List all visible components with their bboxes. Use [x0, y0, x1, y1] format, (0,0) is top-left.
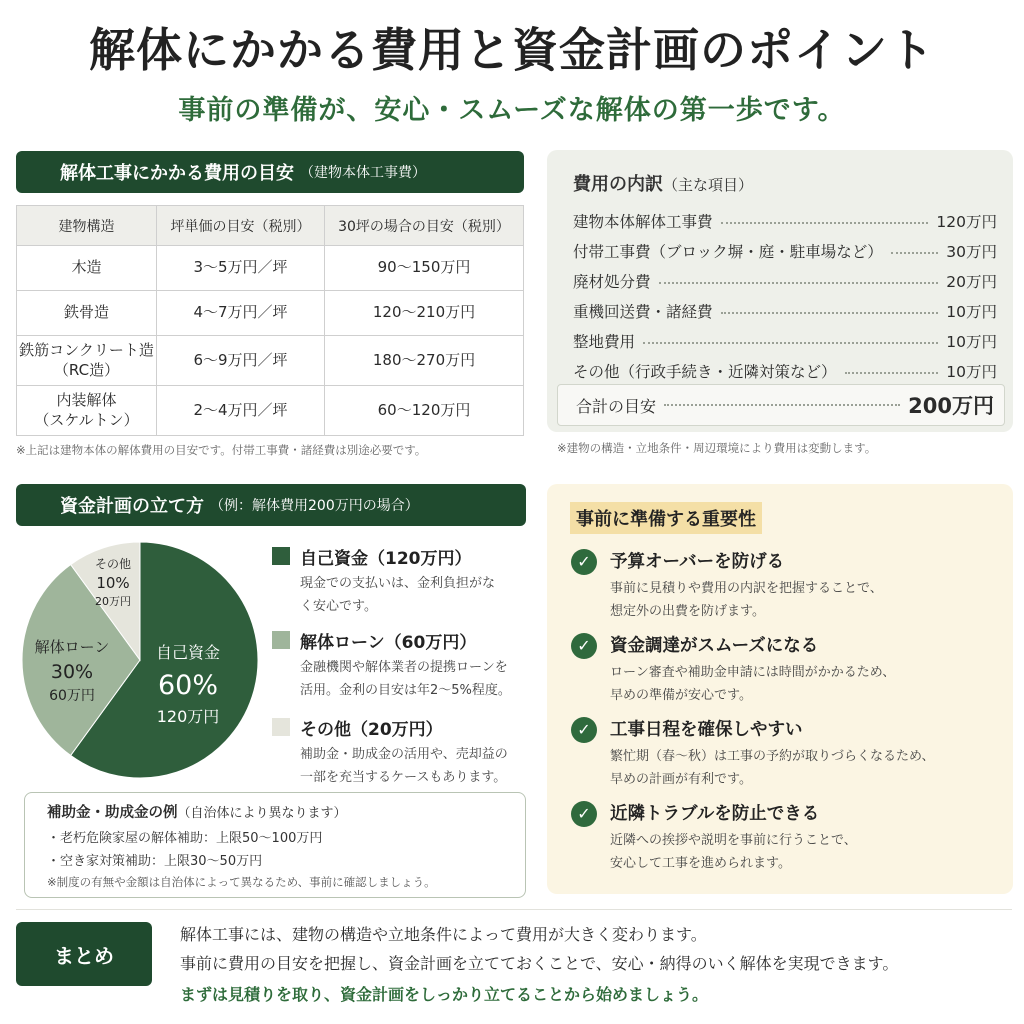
table-cell: 木造 — [17, 246, 157, 291]
summary-badge: まとめ — [16, 922, 152, 986]
pie-label-loan-amt: 60万円 — [49, 688, 95, 704]
pie-label-self-pct: 60% — [157, 670, 219, 701]
summary-line: 事前に費用の目安を把握し、資金計画を立てておくことで、安心・納得のいく解体を実現できます。 — [180, 954, 899, 973]
breakdown-title: 費用の内訳（主な項目） — [573, 174, 754, 195]
check-icon: ✓ — [571, 549, 597, 575]
importance-item-head: 予算オーバーを防げる — [610, 552, 785, 572]
legend-title-self: 自己資金（120万円） — [300, 549, 472, 569]
table-cell: 鉄筋コンクリート造 （RC造） — [17, 336, 157, 386]
page-title: 解体にかかる費用と資金計画のポイント — [89, 23, 935, 77]
funding-section-title: 資金計画の立て方 — [60, 496, 204, 517]
table-row — [17, 336, 524, 386]
subsidy-box — [24, 792, 526, 898]
breakdown-total — [557, 384, 1005, 426]
pie-label-self-amt: 120万円 — [156, 707, 220, 726]
importance-item-head: 資金調達がスムーズになる — [610, 636, 819, 656]
legend-desc-self: 現金での支払いは、金利負担がな く安心です。 — [300, 576, 496, 614]
importance-item-desc: 事前に見積りや費用の内訳を把握することで、 想定外の出費を防げます。 — [610, 581, 883, 619]
pie-svg — [20, 540, 260, 780]
subsidy-title: 補助金・助成金の例（自治体により異なります） — [47, 805, 347, 821]
total-value: 200万円 — [908, 394, 994, 418]
pie-label-other-amt: 20万円 — [95, 595, 131, 608]
table-row — [17, 246, 524, 291]
cost-section-header — [16, 151, 524, 193]
summary-divider — [16, 909, 1012, 910]
pie-label-other-name: その他 — [94, 557, 132, 571]
importance-item-head: 近隣トラブルを防止できる — [610, 804, 820, 824]
check-icon: ✓ — [571, 717, 597, 743]
table-cell: 3〜5万円／坪 — [157, 246, 325, 291]
pie-label-other-pct: 10% — [96, 574, 130, 592]
breakdown-row: 整地費用 10万円 — [573, 333, 997, 351]
breakdown-row: 廃材処分費 20万円 — [573, 273, 997, 291]
legend-swatch-other — [272, 718, 290, 736]
cost-note: ※上記は建物本体の解体費用の目安です。付帯工事費・諸経費は別途必要です。 — [16, 443, 427, 457]
table-row — [17, 291, 524, 336]
total-label: 合計の目安 — [576, 396, 657, 416]
importance-item-desc: 近隣への挨拶や説明を事前に行うことで、 安心して工事を進められます。 — [610, 833, 857, 871]
table-header: 坪単価の目安（税別） — [157, 206, 325, 246]
importance-item-desc: ローン審査や補助金申請には時間がかかるため、 早めの準備が安心です。 — [610, 665, 896, 703]
legend-swatch-loan — [272, 631, 290, 649]
cost-section-title-small: （建物本体工事費） — [300, 165, 426, 181]
funding-section-header — [16, 484, 526, 526]
table-cell: 120〜210万円 — [325, 291, 524, 336]
funding-section-title-small: （例：解体費用200万円の場合） — [210, 498, 419, 514]
subsidy-line: ・空き家対策補助：上限30〜50万円 — [47, 854, 263, 869]
subsidy-line: ・老朽危険家屋の解体補助：上限50〜100万円 — [47, 831, 323, 846]
legend-title-other: その他（20万円） — [300, 720, 443, 740]
check-icon: ✓ — [571, 633, 597, 659]
subsidy-note: ※制度の有無や金額は自治体によって異なるため、事前に確認しましょう。 — [47, 875, 436, 889]
breakdown-row: 建物本体解体工事費 120万円 — [573, 213, 997, 231]
breakdown-row: 付帯工事費（ブロック塀・庭・駐車場など） 30万円 — [573, 243, 997, 261]
table-row — [17, 386, 524, 436]
page-subtitle: 事前の準備が、安心・スムーズな解体の第一歩です。 — [178, 95, 846, 126]
table-cell: 鉄骨造 — [17, 291, 157, 336]
pie-label-loan-pct: 30% — [50, 661, 94, 683]
table-cell: 60〜120万円 — [325, 386, 524, 436]
legend-desc-other: 補助金・助成金の活用や、売却益の 一部を充当するケースもあります。 — [300, 747, 508, 785]
table-cell: 6〜9万円／坪 — [157, 336, 325, 386]
table-header: 30坪の場合の目安（税別） — [325, 206, 524, 246]
table-cell: 90〜150万円 — [325, 246, 524, 291]
pie-label-self-name: 自己資金 — [155, 643, 221, 662]
importance-item-desc: 繁忙期（春〜秋）は工事の予約が取りづらくなるため、 早めの計画が有利です。 — [610, 749, 935, 787]
breakdown-row: その他（行政手続き・近隣対策など） 10万円 — [573, 363, 997, 381]
pie-label-loan-name: 解体ローン — [34, 638, 110, 656]
breakdown-row: 重機回送費・諸経費 10万円 — [573, 303, 997, 321]
legend-title-loan: 解体ローン（60万円） — [300, 633, 477, 653]
table-cell: 2〜4万円／坪 — [157, 386, 325, 436]
table-cell: 180〜270万円 — [325, 336, 524, 386]
legend-swatch-self — [272, 547, 290, 565]
summary-line: 解体工事には、建物の構造や立地条件によって費用が大きく変わります。 — [180, 925, 707, 944]
table-cell: 内装解体 （スケルトン） — [17, 386, 157, 436]
table-header: 建物構造 — [17, 206, 157, 246]
legend-desc-loan: 金融機関や解体業者の提携ローンを 活用。金利の目安は年2〜5%程度。 — [300, 660, 511, 698]
table-cell: 4〜7万円／坪 — [157, 291, 325, 336]
importance-item-head: 工事日程を確保しやすい — [610, 720, 803, 740]
check-icon: ✓ — [571, 801, 597, 827]
summary-line-emphasis: まずは見積りを取り、資金計画をしっかり立てることから始めましょう。 — [180, 985, 709, 1004]
funding-pie-chart — [20, 540, 260, 780]
cost-section-title: 解体工事にかかる費用の目安 — [60, 163, 294, 184]
importance-title: 事前に準備する重要性 — [570, 502, 762, 534]
breakdown-note: ※建物の構造・立地条件・周辺環境により費用は変動します。 — [557, 441, 877, 455]
cost-table — [16, 205, 524, 436]
